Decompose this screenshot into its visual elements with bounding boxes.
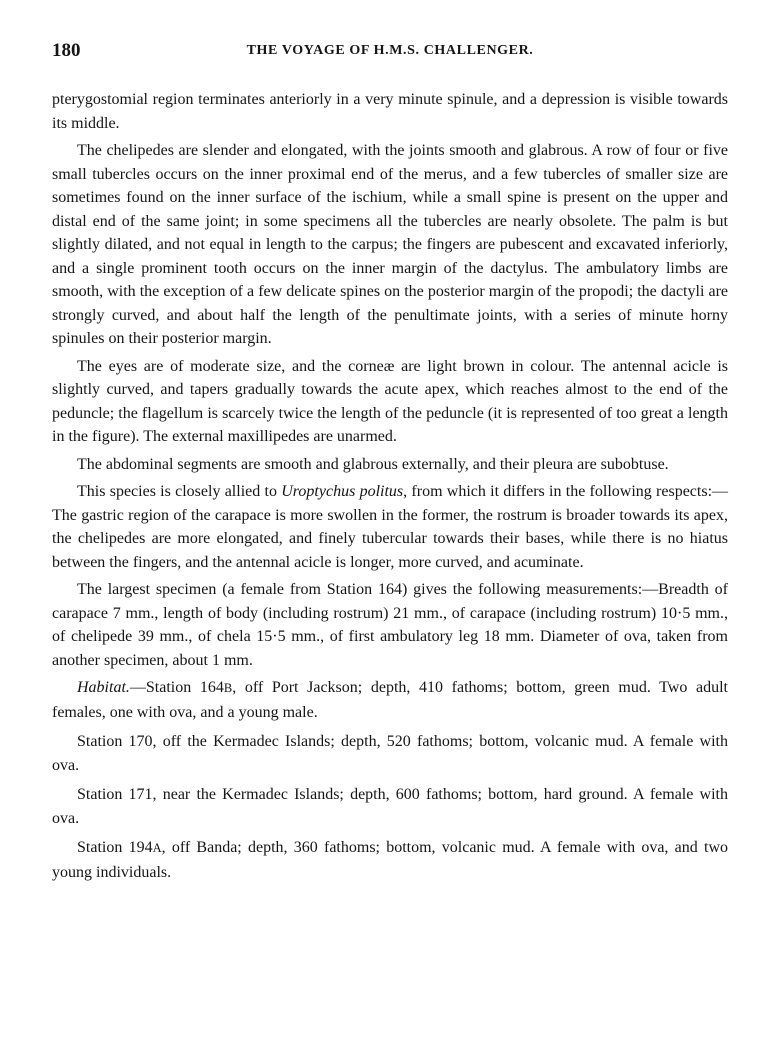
page [52,40,728,890]
station-details: , off the Kermadec Islands; depth, 520 fathoms; bottom, volcanic mud. A female with ova. [52,733,728,774]
station-number: Station 164 [145,679,224,696]
habitat-station-170 [52,730,728,777]
habitat-station-171 [52,783,728,830]
paragraph-abdomen: The abdominal segments are smooth and glabrous externally, and their pleura are subobtuse. [77,455,669,473]
paragraph-affinities [52,480,728,574]
station-number: Station 171 [77,786,153,803]
species-name: Uroptychus politus [281,483,404,500]
station-details: , off Port Jackson; depth, 410 fathoms; bottom, green mud. Two adult females, one with ova, and a young male. [52,679,728,721]
station-suffix: B [223,681,233,695]
habitat-label: Habitat. [77,679,130,696]
paragraph-measurements: The largest specimen (a female from Station 164) gives the following measurements:—Breadth of carapace 7 mm., length of body (including rostrum) 21 mm., of carapace (including rostrum) 10·5 mm., of chelipede 39 mm., of chela 15·5 mm., of first ambulatory leg 18 mm. Diameter of ova, taken from another specimen, about 1 mm. [52,581,728,669]
station-number: Station 170 [77,733,153,750]
page-header [52,40,728,68]
paragraph-eyes-antennae: The eyes are of moderate size, and the corneæ are light brown in colour. The antennal acicle is slightly curved, and tapers gradually towards the acute apex, which reaches almost to the end of the peduncle; the flagellum is scarcely twice the length of the peduncle (it is represented of too great a length in the figure). The external maxillipedes are unarmed. [52,357,728,445]
habitat-station-194a [52,836,728,884]
station-number: Station 194 [77,839,153,856]
running-title: THE VOYAGE OF H.M.S. CHALLENGER. [246,43,534,58]
affinities-text-before: This species is closely allied to [77,483,282,500]
body-text [52,88,728,884]
affinities-text-after: , from which it differs in the following respects:—The gastric region of the carapace is more swollen in the former, the rostrum is broader towards its apex, the chelipedes are more elongated, and finely tubercular towards their bases, while there is no hiatus between the fingers, and the antennal acicle is longer, more curved, and acuminate. [52,483,729,571]
station-details: , off Banda; depth, 360 fathoms; bottom, volcanic mud. A female with ova, and two young individuals. [52,839,728,881]
station-details: , near the Kermadec Islands; depth, 600 fathoms; bottom, hard ground. A female with ova. [52,786,728,827]
station-suffix: A [152,841,162,855]
paragraph-pterygostomial: pterygostomial region terminates anteriorly in a very minute spinule, and a depression is visible towards its middle. [52,91,728,132]
habitat-station-164b: Habitat.—Station 164B, off Port Jackson; depth, 410 fathoms; bottom, green mud. Two adult females, one with ova, and a young male. [52,679,728,721]
page-number: 180 [52,40,81,61]
paragraph-chelipedes: The chelipedes are slender and elongated, with the joints smooth and glabrous. A row of four or five small tubercles occurs on the inner proximal end of the merus, and a few tubercles of smaller size are sometimes found on the inner surface of the ischium, while a small spine is present on the upper and distal end of the same joint; in some specimens all the tubercles are nearly obsolete. The palm is but slightly dilated, and not equal in length to the carpus; the fingers are pubescent and excavated inferiorly, and a single prominent tooth occurs on the inner margin of the dactylus. The ambulatory limbs are smooth, with the exception of a few delicate spines on the posterior margin of the propodi; the dactyli are strongly curved, and about half the length of the penultimate joints, with a series of minute horny spinules on their posterior margin. [52,142,728,347]
